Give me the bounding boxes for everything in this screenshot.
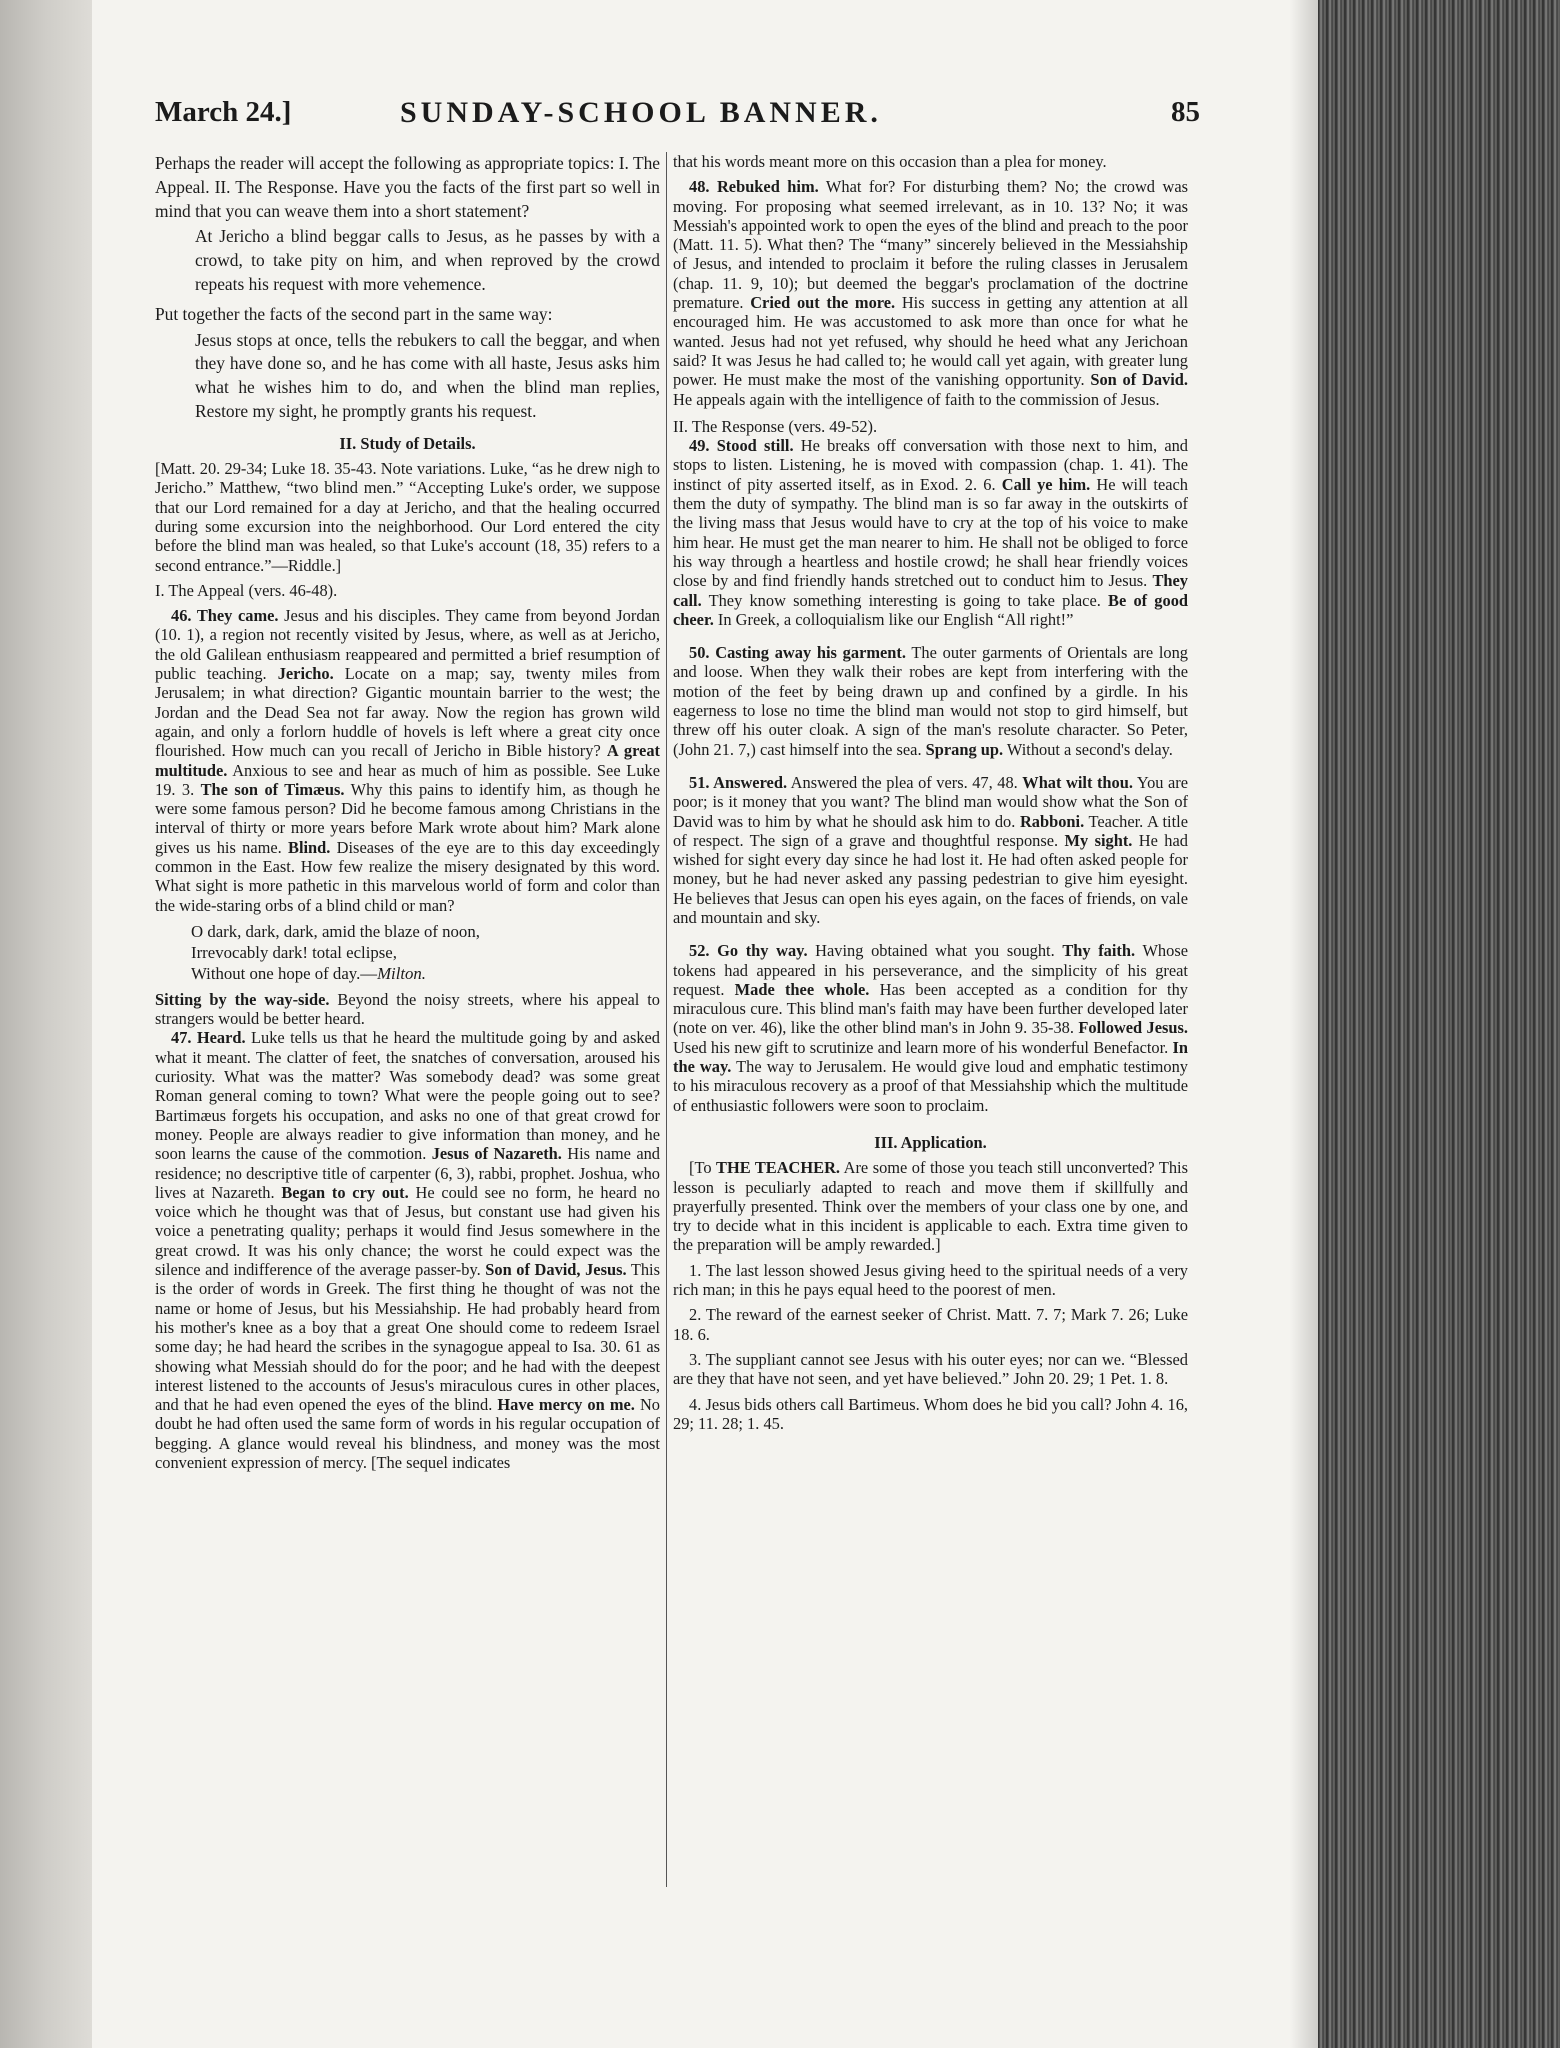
keyword-in-the-way: In the way. [673,1037,1188,1077]
application-point-4: 4. Jesus bids others call Bartimeus. Whom does he bid you call? John 4. 16, 29; 11. 28; 1. 45. [673,1394,1188,1433]
milton-quote [155,921,660,984]
scan-background-left [0,0,92,2048]
intro-paragraph: Perhaps the reader will accept the following as appropriate topics: I. The Appeal. II. The Response. Have you the facts of the first part so well in mind that you can weave them into a short statement? [155,153,660,221]
keyword-cried-out: Cried out the more. [750,293,896,313]
keyword-multitude: A great multitude. [155,741,660,780]
verse-47-note: 47. Heard. Luke tells us that he heard the multitude going by and asked what it meant. The clatter of feet, the snatches of conversation, aroused his curiosity. What was the matter? Was somebody dead? was some great Roman general coming to town? What were the people going out to see? Bartimæus forgets his occupation, and asks no one of that great crowd for money. People are always readier to give information than money, and he soon learns the cause of the commotion. Jesus of Nazareth. His name and residence; no descriptive title of carpenter (6, 3), rabbi, prophet. Joshua, who lives at Nazareth. Began to cry out. He could see no form, he heard no voice which he thought was that of Jesus, but constant use had given his voice a penetrating quality; perhaps it would find Jesus somewhere in the great crowd. It was his only chance; the worst he could expect was the silence and indifference of the average passer-by. Son of David, Jesus. This is the order of words in Greek. The first thing he thought of was not the name or home of Jesus, but his Messiahship. He had probably heard from his mother's knee as a boy that a great One should come to redeem Israel some day; he had heard the scribes in the synagogue appeal to Isa. 30. 61 as showing what Messiah should do for the poor; and he had with the deepest interest listened to the accounts of Jesus's miraculous cures in other places, and that he had even opened the eyes of the blind. Have mercy on me. No doubt he had often used the same form of words in his regular occupation of begging. A glance would reveal his blindness, and money was the most convenient expression of mercy. [The sequel indicates [155,1028,661,1473]
keyword-my-sight: My sight. [1064,830,1133,850]
keyword-call-ye-him: Call ye him. [1001,474,1091,494]
appeal-subheading: I. The Appeal (vers. 46-48). [155,580,338,600]
verse-48-heading: 48. Rebuked him. [689,177,819,197]
keyword-blind: Blind. [288,837,331,857]
poem-line: Without one hope of day.—Milton. [191,963,427,983]
section-heading-application: III. Application. [874,1132,987,1152]
verse-52-note: 52. Go thy way. Having obtained what you sought. Thy faith. Whose tokens had appeared in his perseverance, and the simplicity of his great request. Made thee whole. Has been accepted as a condition for thy miraculous cure. This blind man's faith may have been further developed later (note on ver. 46), like the other blind man's in John 9. 35-38. Followed Jesus. Used his new gift to scrutinize and learn more of his wonderful Benefactor. In the way. The way to Jerusalem. He would give loud and emphatic testimony to his miraculous recovery as a proof of that Messiahship which the multitude of enthusiastic followers were soon to proclaim. [673,941,1188,1115]
page-number: 85 [1171,96,1200,128]
verse-46-heading: 46. They came. [171,606,279,626]
keyword-wayside: Sitting by the way-side. [155,989,330,1009]
keyword-son-of-david: Son of David. [1090,370,1188,390]
book-page-edges [1318,0,1560,2048]
keyword-followed-jesus: Followed Jesus. [1078,1018,1188,1038]
header-title: SUNDAY-SCHOOL BANNER. [400,96,882,129]
verse-49-heading: 49. Stood still. [689,436,794,456]
response-summary-quote: Jesus stops at once, tells the rebukers to call the beggar, and when they have done so, and he has come with all haste, Jesus asks him what he wishes him to do, and when the blind man replies, Restore my sight, he promptly grants his request. [195,329,660,421]
verse-48-note: 48. Rebuked him. What for? For disturbing them? No; the crowd was moving. For proposing what seemed irrelevant, as in 10. 13? No; it was Messiah's appointed work to open the eyes of the blind and preach to the poor (Matt. 11. 5). What then? The “many” sincerely believed in the Messiahship of Jesus, and intended to proclaim it before the ruling classes in Jerusalem (chap. 11. 9, 10); but deemed the beggar's proclamation of the doctrine premature. Cried out the more. His success in getting any attention at all encouraged him. He was accustomed to ask more than once for what he wanted. Jesus had not yet refused, why should he heed what any Jerichoan said? It was Jesus he had called to; he would call yet again, with greater lung power. He must make the most of the vanishing opportunity. Son of David. He appeals again with the intelligence of faith to the commission of Jesus. [673,177,1188,409]
verse-47-heading: 47. Heard. [171,1028,246,1048]
verse-51-note: 51. Answered. Answered the plea of vers. 47, 48. What wilt thou. You are poor; is it money that you want? The blind man would show what the Son of David was to him by what he should ask him to do. Rabboni. Teacher. A title of respect. The sign of a grave and thoughtful response. My sight. He had wished for sight every day since he had lost it. He had often asked people for money, but he had never asked any passing pedestrian to give him eyesight. He believes that Jesus can open his eyes again, on the faces of friends, on vale and mountain and sky. [673,772,1189,927]
keyword-they-call: They call. [673,571,1188,610]
running-header [155,96,1200,136]
teacher-note: [To THE TEACHER. Are some of those you teach still unconverted? This lesson is peculiarly adapted to reach and move them if skillfully and prayerfully presented. Think over the members of your class one by one, and try to decide what in this incident is applicable to each. Extra time given to the preparation will be amply rewarded.] [673,1158,1188,1255]
right-column [673,152,1188,1433]
verse-50-note: 50. Casting away his garment. The outer garments of Orientals are long and loose. When they walk their robes are kept from interfering with the motion of the feet by being drawn up and confined by a girdle. In his eagerness to lose no time the blind man would not stop to gird himself, but threw off his outer cloak. A sign of the man's resolute character. So Peter, (John 21. 7,) cast himself into the sea. Sprang up. Without a second's delay. [673,643,1188,759]
application-point-3: 3. The suppliant cannot see Jesus with his outer eyes; nor can we. “Blessed are they that have not seen, and yet have believed.” John 20. 29; 1 Pet. 1. 8. [673,1349,1188,1389]
section-heading-details: II. Study of Details. [339,433,476,453]
keyword-jesus-of-nazareth: Jesus of Nazareth. [431,1144,562,1164]
keyword-made-thee-whole: Made thee whole. [734,979,870,999]
keyword-son-of-david-jesus: Son of David, Jesus. [485,1260,627,1280]
keyword-sprang-up: Sprang up. [925,739,1004,759]
keyword-son-of-timaeus: The son of Timæus. [200,779,345,799]
keyword-what-wilt-thou: What wilt thou. [1022,772,1133,792]
column-divider [666,152,667,1887]
response-subheading: II. The Response (vers. 49-52). [673,416,878,436]
continuation-text: that his words meant more on this occasion than a plea for money. [673,152,1107,171]
verse-50-heading: 50. Casting away his garment. [689,643,906,663]
verse-46-note: 46. They came. Jesus and his disciples. They came from beyond Jordan (10. 1), a region not recently visited by Jesus, where, as well as at Jericho, the old Galilean enthusiasm reappeared and permitted a brief resumption of public teaching. Jericho. Locate on a map; say, twenty miles from Jerusalem; in what direction? Gigantic mountain barrier to the west; the Jordan and the Dead Sea not far away. Now the region has grown wild again, and only a forlorn huddle of hovels is left where a great city once flourished. How much can you recall of Jericho in Bible history? A great multitude. Anxious to see and hear as much of him as possible. See Luke 19. 3. The son of Timæus. Why this pains to identify him, as though he were some famous person? Did he become famous among Christians in the interval of thirty or more years before Mark wrote about him? Mark alone gives us his name. Blind. Diseases of the eye are to this day exceedingly common in the East. How few realize the misery designated by this word. What sight is more pathetic in this marvelous world of form and color than the wide-staring orbs of a blind child or man? [155,606,661,915]
poem-line: Irrevocably dark! total eclipse, [191,942,397,962]
verse-49-note: 49. Stood still. He breaks off conversation with those next to him, and stops to listen. Listening, he is moved with compassion (chap. 1. 41). The instinct of pity asserted itself, as in Exod. 2. 6. Call ye him. He will teach them the duty of sympathy. The blind man is so far away in the outskirts of the living mass that Jesus would have to cry at the top of his voice to make him hear. He must get the man nearer to him. He shall not be obliged to force his way through a heartless and hostile crowd; he shall hear friendly voices close by and find friendly hands stretched out to conduct him to Jesus. They call. They know something interesting is going to take place. Be of good cheer. In Greek, a colloquialism like our English “All right!” [673,436,1189,629]
poem-author: Milton. [377,963,427,983]
teacher-label: THE TEACHER. [716,1158,841,1178]
riddle-note: [Matt. 20. 29-34; Luke 18. 35-43. Note variations. Luke, “as he drew nigh to Jericho.” Matthew, “two blind men.” “Accepting Luke's order, we suppose that our Lord remained for a day at Jericho, and that the healing occurred during some excursion into the neighborhood. Our Lord entered the city before the blind man was healed, so that Luke's account (18, 35) refers to a second entrance.”—Riddle.] [155,459,660,575]
left-column [155,152,660,1472]
poem-line: O dark, dark, dark, amid the blaze of noon, [191,921,480,941]
header-date: March 24.] [155,96,292,128]
keyword-have-mercy: Have mercy on me. [497,1395,635,1415]
keyword-thy-faith: Thy faith. [1062,941,1136,961]
appeal-summary-quote: At Jericho a blind beggar calls to Jesus, as he passes by with a crowd, to take pity on him, and when reproved by the crowd repeats his request with more vehemence. [195,226,660,294]
verse-52-heading: 52. Go thy way. [689,941,808,961]
application-point-1: 1. The last lesson showed Jesus giving heed to the spiritual needs of a very rich man; in this he pays equal heed to the poorest of men. [673,1260,1188,1300]
verse-51-heading: 51. Answered. [689,772,788,792]
keyword-good-cheer: Be of good cheer. [673,590,1189,629]
application-point-2: 2. The reward of the earnest seeker of Christ. Matt. 7. 7; Mark 7. 26; Luke 18. 6. [673,1305,1188,1344]
intro-paragraph-2: Put together the facts of the second part in the same way: [155,303,553,324]
wayside-note: Sitting by the way-side. Beyond the noisy streets, where his appeal to strangers would be better heard. [155,989,660,1029]
keyword-began-to-cry: Began to cry out. [281,1182,409,1202]
keyword-jericho: Jericho. [277,664,334,684]
keyword-rabboni: Rabboni. [1019,811,1085,831]
